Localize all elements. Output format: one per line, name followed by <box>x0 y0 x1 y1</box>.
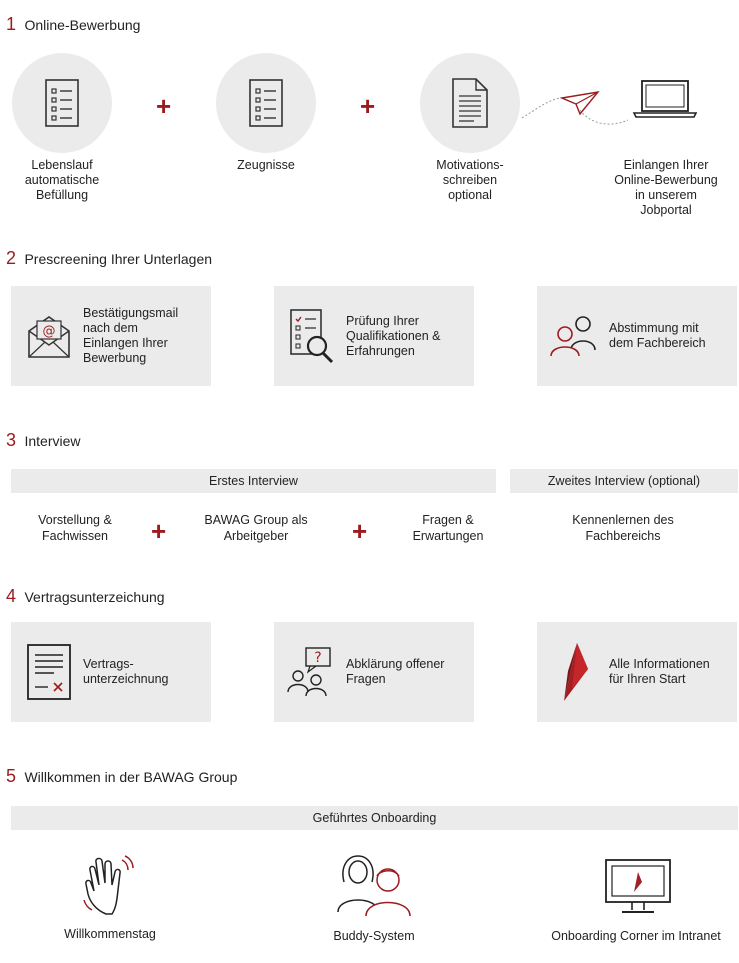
document-icon <box>452 78 488 128</box>
svg-text:@: @ <box>42 324 56 339</box>
bawag-logo-icon <box>560 641 590 703</box>
step-number: 5 <box>6 766 17 786</box>
qualification-card <box>274 286 474 386</box>
plus-sign: + <box>352 516 368 546</box>
questions-card <box>274 622 474 722</box>
card-label: Prüfung Ihrer Qualifikationen & Erfahrungen <box>346 313 441 358</box>
contract-card <box>11 622 211 722</box>
interview-topic: Vorstellung & Fachwissen <box>38 513 112 543</box>
onboarding-caption: Willkommenstag <box>64 927 156 941</box>
step-title: Willkommen in der BAWAG Group <box>24 769 238 785</box>
step-number: 1 <box>6 14 17 34</box>
laptop-icon <box>632 79 698 119</box>
card-label: Abklärung offener Fragen <box>346 657 445 686</box>
step-4-heading <box>6 586 165 607</box>
checklist-icon <box>45 79 79 127</box>
paper-plane-icon <box>520 80 630 130</box>
interview-topic: Fragen & Erwartungen <box>412 513 484 543</box>
search-checklist-icon <box>288 308 336 364</box>
interview-topic: Kennenlernen des Fachbereichs <box>572 513 674 543</box>
email-icon <box>26 313 72 359</box>
onboarding-caption: Onboarding Corner im Intranet <box>551 929 721 943</box>
motivation-circle <box>420 53 520 153</box>
step-caption: Zeugnisse <box>237 158 295 172</box>
step-title: Online-Bewerbung <box>24 17 141 33</box>
question-people-icon <box>284 646 340 698</box>
step-title: Vertragsunterzeichung <box>24 589 165 605</box>
onboarding-bar: Geführtes Onboarding <box>11 806 738 830</box>
svg-text:?: ? <box>314 650 322 666</box>
card-label: Vertrags- unterzeichnung <box>83 657 169 686</box>
card-label: Abstimmung mit dem Fachbereich <box>609 321 706 350</box>
step-title: Interview <box>24 433 81 449</box>
step-caption: Einlangen Ihrer Online-Bewerbung in unserem Jobportal <box>614 158 718 217</box>
people-icon <box>547 314 603 358</box>
second-interview-bar: Zweites Interview (optional) <box>510 469 738 493</box>
resume-circle <box>12 53 112 153</box>
certificates-circle <box>216 53 316 153</box>
step-1-heading <box>6 14 140 35</box>
step-3-heading <box>6 430 81 451</box>
interview-topic: BAWAG Group als Arbeitgeber <box>204 513 308 543</box>
monitor-icon <box>604 858 672 918</box>
step-number: 3 <box>6 430 17 450</box>
onboarding-caption: Buddy-System <box>333 929 415 943</box>
step-number: 2 <box>6 248 17 268</box>
step-5-heading <box>6 766 237 787</box>
buddy-icon <box>334 852 414 918</box>
plus-sign: + <box>360 91 376 121</box>
plus-sign: + <box>151 516 167 546</box>
waving-hand-icon <box>82 854 136 916</box>
first-interview-bar: Erstes Interview <box>11 469 496 493</box>
step-caption: Lebenslauf automatische Befüllung <box>24 158 100 202</box>
checklist-icon <box>249 79 283 127</box>
step-caption: Motivations- schreiben optional <box>436 158 504 202</box>
step-2-heading <box>6 248 212 269</box>
card-label: Alle Informationen für Ihren Start <box>609 657 710 686</box>
card-label: Bestätigungsmail nach dem Einlangen Ihrer Bewerbung <box>83 306 179 365</box>
plus-sign: + <box>156 91 172 121</box>
confirmation-card <box>11 286 211 386</box>
step-title: Prescreening Ihrer Unterlagen <box>24 251 213 267</box>
start-info-card <box>537 622 737 722</box>
step-number: 4 <box>6 586 17 606</box>
department-card <box>537 286 737 386</box>
contract-icon <box>26 643 72 701</box>
